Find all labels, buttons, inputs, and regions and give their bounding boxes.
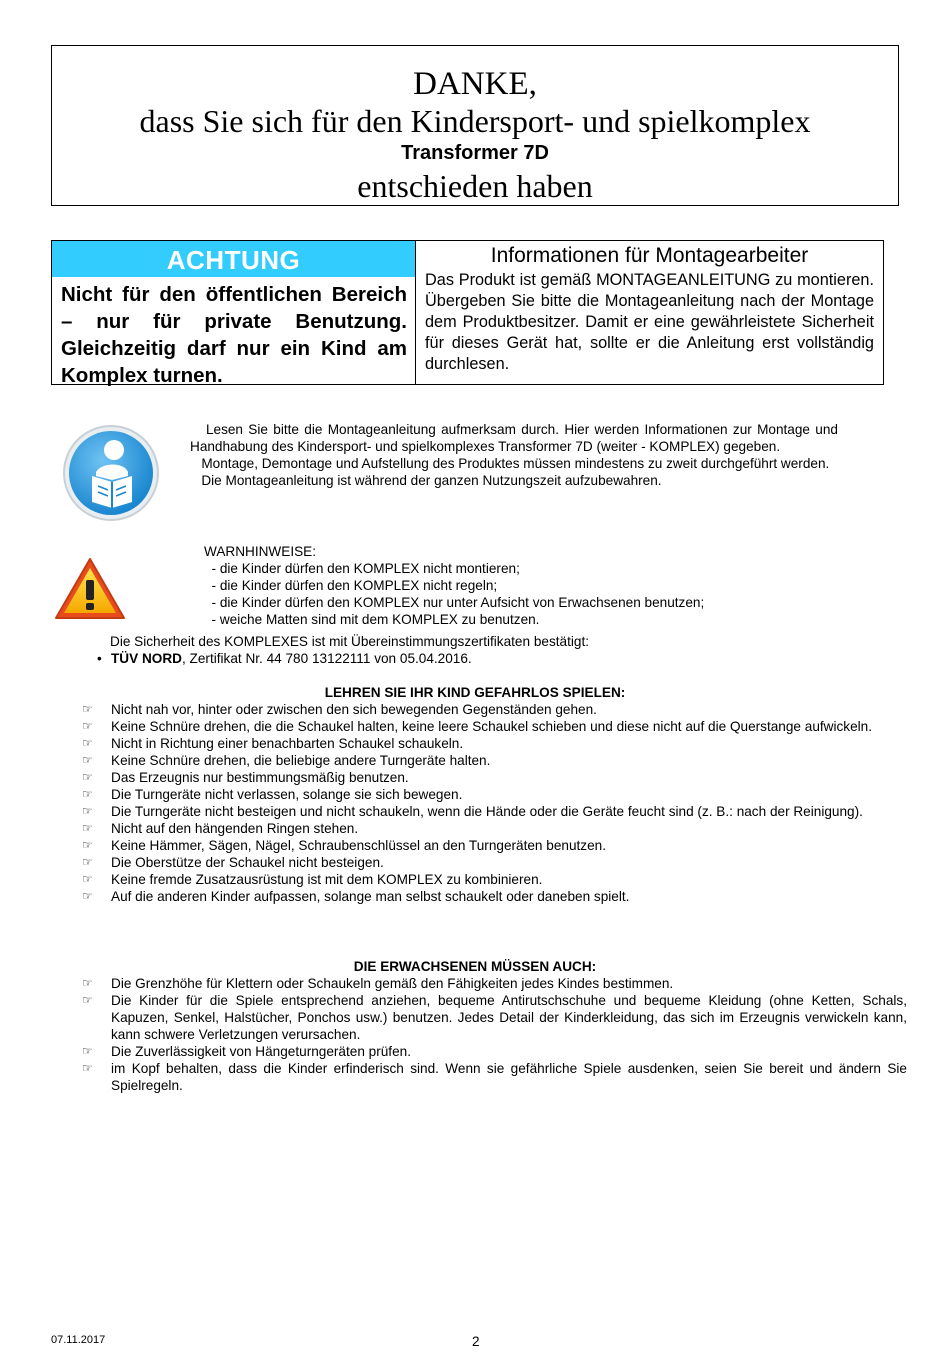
list-item	[82, 871, 907, 888]
assembler-info-heading: Informationen für Montagearbeiter	[490, 244, 809, 267]
warning-item: - die Kinder dürfen den KOMPLEX nicht montieren;	[204, 561, 520, 576]
pointing-hand-icon: ☞	[82, 889, 93, 903]
page-number: 2	[472, 1334, 480, 1349]
pointing-hand-icon: ☞	[82, 993, 93, 1007]
list-item	[82, 786, 907, 803]
children-rules-list	[82, 701, 907, 905]
warning-item: - die Kinder dürfen den KOMPLEX nicht regeln;	[204, 578, 498, 593]
list-item-text: Die Oberstütze der Schaukel nicht besteigen.	[111, 855, 384, 870]
list-item-text: Die Zuverlässigkeit von Hängeturngeräten prüfen.	[111, 1044, 411, 1059]
pointing-hand-icon: ☞	[82, 753, 93, 767]
list-item	[82, 837, 907, 854]
pointing-hand-icon: ☞	[82, 702, 93, 716]
assembler-info-text: Das Produkt ist gemäß MONTAGEANLEITUNG zu montieren. Übergeben Sie bitte die Montageanleitung nach der Montage dem Produktbesitzer. Damit er eine gewährleistete Sicherheit für dieses Gerät hat, sollte er die Anleitung erst vollständig durchlesen.	[425, 271, 874, 373]
list-item-text: im Kopf behalten, dass die Kinder erfinderisch sind. Wenn sie gefährliche Spiele ausdenken, seien Sie bereit und ändern Sie Spielregeln.	[111, 1061, 907, 1093]
list-item-text: Keine fremde Zusatzausrüstung ist mit dem KOMPLEX zu kombinieren.	[111, 872, 543, 887]
title-thanks: DANKE,	[413, 66, 537, 102]
list-item	[82, 752, 907, 769]
warning-triangle-icon	[54, 556, 126, 622]
notice-table	[51, 240, 884, 385]
list-item	[82, 1043, 907, 1060]
warnings-block	[204, 543, 804, 628]
list-item-text: Die Turngeräte nicht besteigen und nicht schaukeln, wenn die Hände oder die Geräte feucht sind (z. B.: nach der Reinigung).	[111, 804, 863, 819]
list-item	[82, 735, 907, 752]
list-item	[82, 1060, 907, 1094]
title-end: entschieden haben	[357, 168, 593, 204]
list-item-text: Nicht in Richtung einer benachbarten Schaukel schaukeln.	[111, 736, 464, 751]
warning-item: - weiche Matten sind mit dem KOMPLEX zu benutzen.	[204, 612, 540, 627]
pointing-hand-icon: ☞	[82, 770, 93, 784]
title-box	[51, 45, 899, 206]
list-item-text: Nicht auf den hängenden Ringen stehen.	[111, 821, 359, 836]
title-subline: dass Sie sich für den Kindersport- und spielkomplex	[139, 103, 811, 139]
intro-text	[190, 421, 842, 489]
pointing-hand-icon: ☞	[82, 804, 93, 818]
pointing-hand-icon: ☞	[82, 976, 93, 990]
list-item	[82, 854, 907, 871]
list-item-text: Die Turngeräte nicht verlassen, solange sie sich bewegen.	[111, 787, 463, 802]
assembler-info-cell	[416, 241, 883, 384]
list-item-text: Die Kinder für die Spiele entsprechend anziehen, bequeme Antirutschschuhe und bequeme Kleidung (ohne Ketten, Schals, Kapuzen, Senkel, Halstücher, Ponchos usw.) benutzen. Jedes Detail der Kinderkleidung, das sich im Erzeugnis verwickeln kann, kann schwere Verletzungen verursachen.	[111, 993, 907, 1042]
warning-item: - die Kinder dürfen den KOMPLEX nur unter Aufsicht von Erwachsenen benutzen;	[204, 595, 705, 610]
pointing-hand-icon: ☞	[82, 787, 93, 801]
list-item-text: Keine Hämmer, Sägen, Nägel, Schraubenschlüssel an den Turngeräten benutzen.	[111, 838, 606, 853]
achtung-heading: ACHTUNG	[52, 241, 415, 277]
section-heading-adults: DIE ERWACHSENEN MÜSSEN AUCH:	[353, 959, 597, 974]
pointing-hand-icon: ☞	[82, 736, 93, 750]
bullet-icon: •	[97, 651, 102, 666]
title-product: Transformer 7D	[401, 142, 549, 164]
certificate-org: TÜV NORD	[111, 651, 182, 666]
warnings-heading: WARNHINWEISE:	[204, 544, 317, 559]
list-item	[82, 769, 907, 786]
pointing-hand-icon: ☞	[82, 1044, 93, 1058]
intro-paragraph: Die Montageanleitung ist während der ganzen Nutzungszeit aufzubewahren.	[190, 473, 662, 488]
list-item	[82, 820, 907, 837]
pointing-hand-icon: ☞	[82, 855, 93, 869]
list-item-text: Keine Schnüre drehen, die die Schaukel halten, keine leere Schaukel schieben und diese nicht auf die Querstange aufwickeln.	[111, 719, 872, 734]
intro-paragraph: Lesen Sie bitte die Montageanleitung aufmerksam durch. Hier werden Informationen zur Montage und Handhabung des Kindersport- und spielkomplexes Transformer 7D (weiter - KOMPLEX) gegeben.	[190, 422, 842, 454]
pointing-hand-icon: ☞	[82, 838, 93, 852]
certificate-text: , Zertifikat Nr. 44 780 13122111 von 05.04.2016.	[182, 651, 472, 666]
certificate-intro: Die Sicherheit des KOMPLEXES ist mit Übereinstimmungszertifikaten bestätigt:	[110, 634, 589, 649]
list-item	[82, 701, 907, 718]
certificate-item	[97, 650, 472, 667]
read-manual-icon	[62, 424, 160, 522]
list-item-text: Die Grenzhöhe für Klettern oder Schaukeln gemäß den Fähigkeiten jedes Kindes bestimmen.	[111, 976, 674, 991]
list-item-text: Keine Schnüre drehen, die beliebige andere Turngeräte halten.	[111, 753, 491, 768]
list-item-text: Nicht nah vor, hinter oder zwischen den sich bewegenden Gegenständen gehen.	[111, 702, 597, 717]
list-item	[82, 888, 907, 905]
list-item	[82, 975, 907, 992]
intro-paragraph: Montage, Demontage und Aufstellung des Produktes müssen mindestens zu zweit durchgeführt werden.	[190, 456, 830, 471]
list-item-text: Auf die anderen Kinder aufpassen, solange man selbst schaukelt oder daneben spielt.	[111, 889, 630, 904]
pointing-hand-icon: ☞	[82, 821, 93, 835]
pointing-hand-icon: ☞	[82, 872, 93, 886]
list-item-text: Das Erzeugnis nur bestimmungsmäßig benutzen.	[111, 770, 409, 785]
footer-date: 07.11.2017	[51, 1334, 106, 1346]
adult-rules-list	[82, 975, 907, 1094]
list-item	[82, 718, 907, 735]
achtung-text: Nicht für den öffentlichen Bereich – nur für private Benutzung. Gleichzeitig darf nur ein Kind am Komplex turnen.	[61, 283, 407, 387]
pointing-hand-icon: ☞	[82, 719, 93, 733]
achtung-cell	[52, 241, 416, 387]
section-heading-children: LEHREN SIE IHR KIND GEFAHRLOS SPIELEN:	[324, 685, 626, 700]
list-item	[82, 803, 907, 820]
pointing-hand-icon: ☞	[82, 1061, 93, 1075]
list-item	[82, 992, 907, 1043]
